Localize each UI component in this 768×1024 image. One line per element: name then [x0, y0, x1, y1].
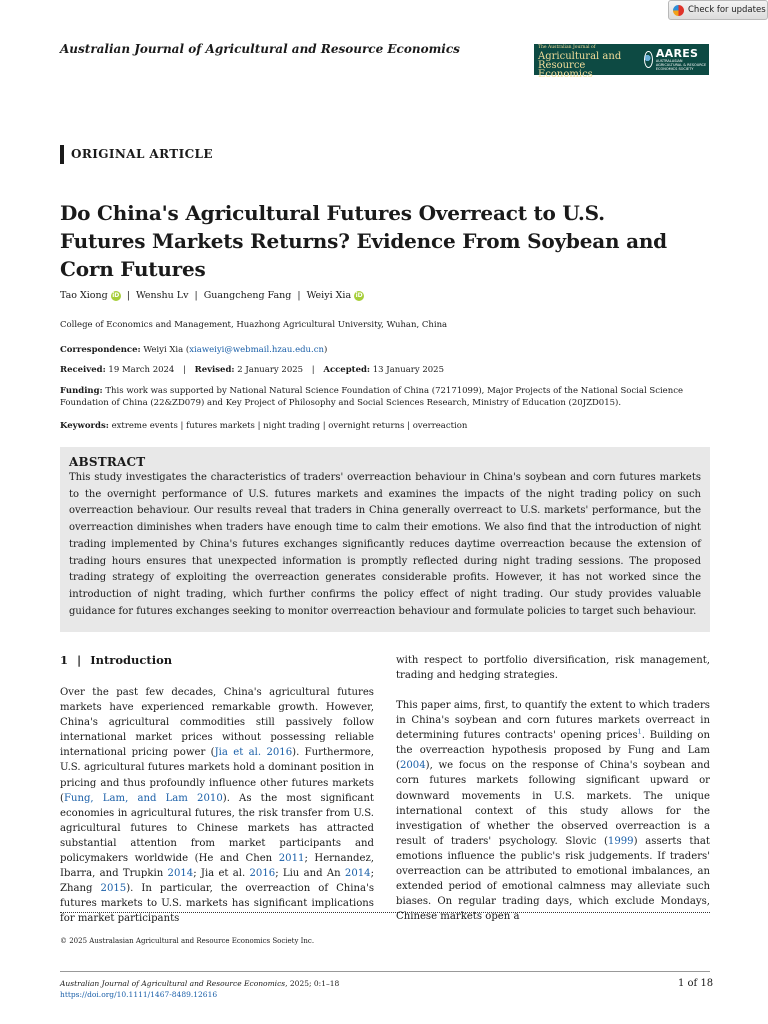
citation-link[interactable] [64, 793, 223, 804]
funding [60, 385, 710, 409]
footnote-marker[interactable]: 1 [637, 727, 642, 736]
correspondence-name: Weiyi Xia [143, 345, 184, 355]
text-run: ; Liu and An [275, 868, 345, 880]
text-run: Over the past few decades, China's agricultural futures markets have experienced remarkable growth. However, China's agricultural commodities still passively follow international market prices without possessing reliable international pricing power ( [60, 687, 374, 759]
correspondence-email[interactable]: xiaweiyi@webmail.hzau.edu.cn [189, 345, 324, 355]
text-run: ; Hernandez, Ibarra, and Trupkin [60, 853, 374, 880]
citation-author: Fung, Lam, and Lam [63, 792, 198, 804]
funding-label: Funding: [60, 386, 103, 396]
globe-icon [644, 51, 653, 68]
intro-paragraph-right-continued: with respect to portfolio diversification, risk management, trading and hedging strategies. [396, 655, 710, 682]
citation-year: 2010 [197, 792, 223, 804]
text-run: ; Zhang [60, 868, 375, 895]
keywords [60, 420, 710, 432]
citation-link[interactable]: 2015 [100, 883, 127, 895]
author-separator: | [297, 290, 301, 301]
aares-subtitle: AUSTRALASIAN AGRICULTURAL & RESOURCE ECONOMICS SOCIETY [655, 59, 707, 71]
orcid-icon[interactable]: iD [355, 291, 363, 299]
citation-year: 2016 [266, 747, 293, 759]
journal-logo-wordmark [534, 44, 640, 80]
journal-name: Australian Journal of Agricultural and Resource Economics [60, 42, 460, 56]
abstract-text: This study investigates the characteristics of traders' overreaction behaviour in China's soybean and corn futures markets to the overnight performance of U.S. futures markets and examines the impacts of the night trading policy on such overreaction behaviour. Our results reveal that traders in China generally overreact to U.S. markets' performance, but the overreaction diminishes when traders have enough time to calm their emotions. We also find that the introduction of night trading implemented by China's futures exchanges significantly reduces daytime overreaction because the extension of trading hours ensures that unexpected information is promptly reflected during night trading sessions. The proposed trading strategy of exploiting the overreaction generates considerable profits. However, it has not worked since the introduction of night trading, which further confirms the policy effect of night trading. Our study provides valuable guidance for futures exchanges seeking to monitor overreaction behaviour and formulate policies to target such behaviour. [69, 472, 701, 617]
abstract-box [60, 447, 710, 632]
section-separator: | [77, 653, 82, 667]
date-separator: | [311, 365, 315, 375]
author-separator: | [126, 290, 130, 301]
text-run: This paper aims, first, to quantify the extent to which traders in China's soybean and corn futures markets overreact in determining futures contracts' opening prices [396, 700, 710, 742]
author-list [60, 290, 364, 301]
citation-link[interactable] [215, 747, 293, 758]
funding-text: This work was supported by National Natural Science Foundation of China (72171099), Major Projects of the National Social Science Foundation of China (22&ZD079) and Key Project of Philosophy and Social Sciences Research, Ministry of Education (20JZD015). [60, 386, 683, 408]
text-run: ) asserts that emotions influence the public's risk judgements. If traders' overreaction can be attributed to emotional imbalances, an extended period of emotional calmness may alleviate such biases. On regular trading days, which exclude Mondays, Chinese markets open a [396, 835, 710, 923]
intro-paragraph-left [60, 685, 374, 927]
text-run: . Building on the overreaction hypothesis proposed by Fung and Lam ( [396, 730, 710, 772]
footer-journal-name: Australian Journal of Agricultural and Resource Economics [60, 979, 286, 988]
author-separator: | [194, 290, 198, 301]
author-name[interactable]: Wenshu Lv [135, 290, 189, 301]
section-heading [60, 653, 172, 667]
text-run: ), we focus on the response of China's soybean and corn futures markets following significant upward or downward movements in U.S. markets. The unique international context of this study allows for the investigation of whether the observed overreaction is a result of traders' psychology. Slovic ( [396, 760, 710, 847]
logo-line-2: Resource Economics [538, 59, 593, 80]
footer-volume: , 2025; 0:1–18 [285, 979, 340, 988]
keywords-label: Keywords: [60, 421, 109, 431]
keywords-text: extreme events | futures markets | night trading | overnight returns | overreaction [111, 421, 468, 431]
citation-link[interactable]: 1999 [607, 835, 634, 847]
article-dates [60, 364, 710, 376]
crossmark-icon [673, 5, 684, 16]
citation-author: He and Chen [198, 853, 279, 865]
citation-link[interactable]: 2011 [278, 853, 305, 865]
text-run: ). As the most significant economies in agricultural futures, the risk transfer from U.S. agricultural futures to Chinese markets has attracted substantial attention from market participants and policymakers worldwide ( [60, 792, 374, 865]
article-title: Do China's Agricultural Futures Overreact to U.S. Futures Markets Returns? Evidence From Soybean and Corn Futures [60, 201, 667, 281]
author-name[interactable]: Weiyi Xia [306, 290, 352, 301]
revised-label: Revised: [194, 365, 235, 375]
article-type: ORIGINAL ARTICLE [71, 147, 213, 161]
citation-author: Jia et al. [214, 747, 267, 759]
author-name[interactable]: Tao Xiong [60, 290, 108, 301]
aares-logo [640, 44, 709, 75]
section-title: Introduction [90, 653, 173, 667]
logo-line-1: Agricultural and [538, 50, 622, 62]
orcid-icon[interactable]: iD [112, 291, 120, 299]
citation-link[interactable]: 2004 [399, 760, 426, 772]
check-for-updates-button[interactable] [668, 0, 768, 20]
logo-small-text: The Australian Journal of [538, 45, 596, 50]
citation-link[interactable]: 2014 [344, 868, 371, 880]
section-number: 1 [60, 653, 69, 667]
text-run: ; Jia et al. [193, 868, 250, 880]
affiliation: College of Economics and Management, Huazhong Agricultural University, Wuhan, China [60, 320, 448, 330]
correspondence: Correspondence: Weiyi Xia (xiaweiyi@webmail.hzau.edu.cn) [60, 345, 328, 355]
aares-name: AARES [655, 47, 699, 60]
intro-paragraph-right [396, 698, 710, 924]
footer-rule [60, 971, 710, 972]
citation-link[interactable]: 2016 [249, 868, 276, 880]
citation-link[interactable]: 2014 [167, 868, 194, 880]
received-label: Received: [60, 365, 106, 375]
article-type-bar [60, 145, 64, 164]
dotted-divider [60, 912, 710, 913]
revised-date: 2 January 2025 [237, 365, 304, 375]
doi-link[interactable]: https://doi.org/10.1111/1467-8489.12616 [60, 990, 218, 999]
accepted-label: Accepted: [323, 365, 371, 375]
author-name[interactable]: Guangcheng Fang [203, 290, 292, 301]
correspondence-label: Correspondence: [60, 345, 141, 355]
accepted-date: 13 January 2025 [372, 365, 444, 375]
page-number: 1 of 18 [678, 978, 714, 989]
check-for-updates-label: Check for updates [688, 5, 766, 15]
text-run: ). In particular, the overreaction of China's futures markets to U.S. markets has significant implications for market participants [60, 883, 375, 925]
abstract-heading: ABSTRACT [69, 455, 146, 469]
date-separator: | [183, 365, 186, 375]
text-run: ). Furthermore, U.S. agricultural futures markets hold a dominant position in pricing and thus profoundly influence other futures markets ( [60, 747, 375, 804]
received-date: 19 March 2024 [108, 365, 175, 375]
footer-citation [60, 979, 339, 988]
copyright: © 2025 Australasian Agricultural and Resource Economics Society Inc. [60, 937, 315, 945]
journal-logo[interactable] [534, 44, 709, 80]
